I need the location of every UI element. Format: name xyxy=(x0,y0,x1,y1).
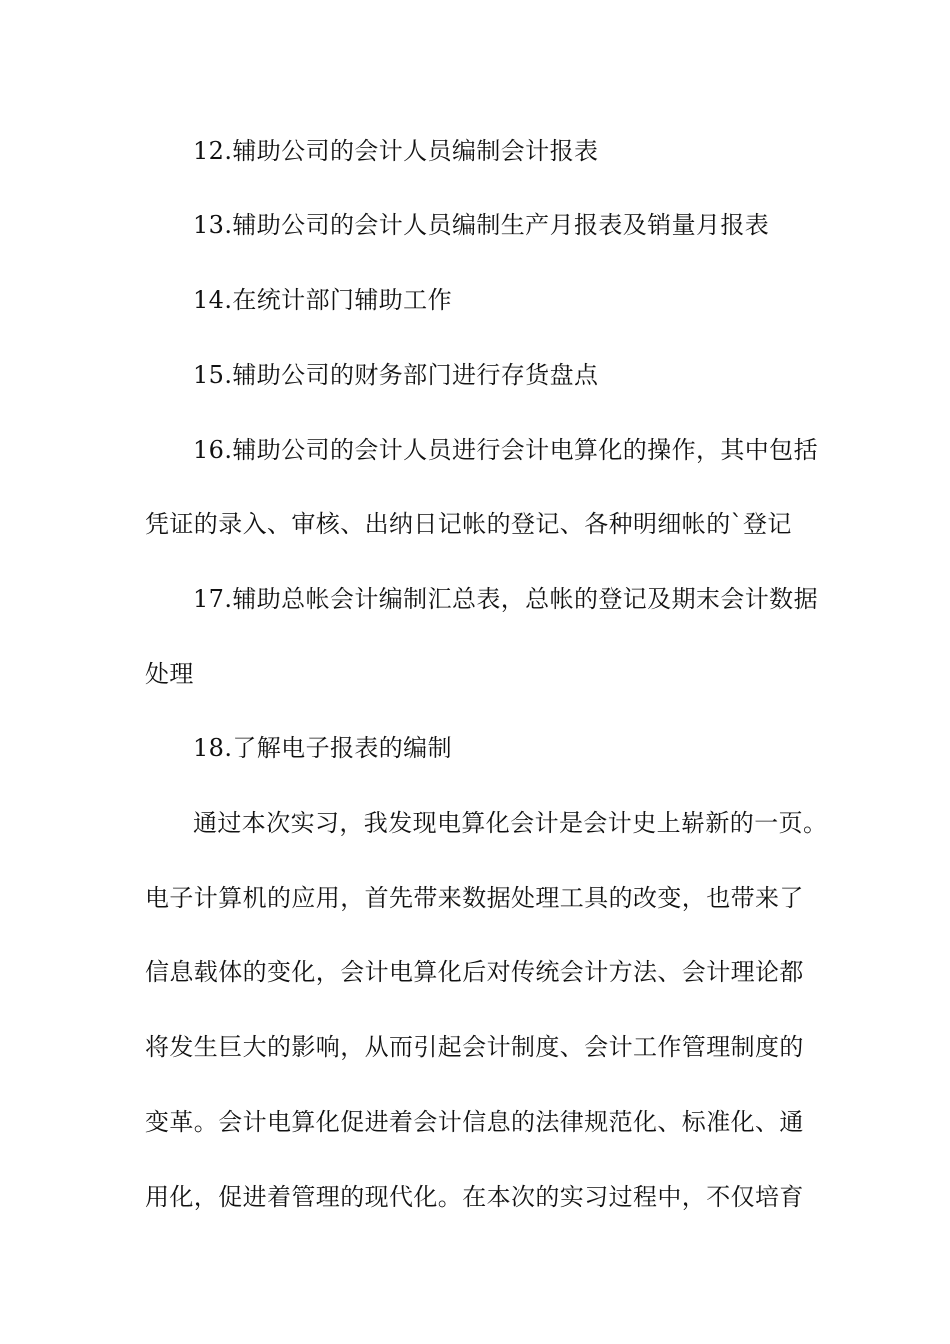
paragraph-line-3: 信息载体的变化，会计电算化后对传统会计方法、会计理论都 xyxy=(145,958,804,986)
list-item-13: 13.辅助公司的会计人员编制生产月报表及销量月报表 xyxy=(193,211,770,239)
list-item-16-line-2: 凭证的录入、审核、出纳日记帐的登记、各种明细帐的`登记 xyxy=(145,510,792,538)
paragraph-line-1: 通过本次实习，我发现电算化会计是会计史上崭新的一页。 xyxy=(193,809,828,837)
paragraph-line-6: 用化，促进着管理的现代化。在本次的实习过程中，不仅培育 xyxy=(145,1183,804,1211)
paragraph-line-4: 将发生巨大的影响，从而引起会计制度、会计工作管理制度的 xyxy=(145,1033,804,1061)
list-item-12: 12.辅助公司的会计人员编制会计报表 xyxy=(193,137,599,165)
list-item-16-line-1: 16.辅助公司的会计人员进行会计电算化的操作，其中包括 xyxy=(193,436,818,464)
list-item-15: 15.辅助公司的财务部门进行存货盘点 xyxy=(193,361,599,389)
list-item-17-line-2: 处理 xyxy=(145,660,194,688)
list-item-17-line-1: 17.辅助总帐会计编制汇总表，总帐的登记及期末会计数据 xyxy=(193,585,818,613)
list-item-18: 18.了解电子报表的编制 xyxy=(193,734,452,762)
paragraph-line-2: 电子计算机的应用，首先带来数据处理工具的改变，也带来了 xyxy=(145,884,804,912)
paragraph-line-5: 变革。会计电算化促进着会计信息的法律规范化、标准化、通 xyxy=(145,1108,804,1136)
list-item-14: 14.在统计部门辅助工作 xyxy=(193,286,452,314)
